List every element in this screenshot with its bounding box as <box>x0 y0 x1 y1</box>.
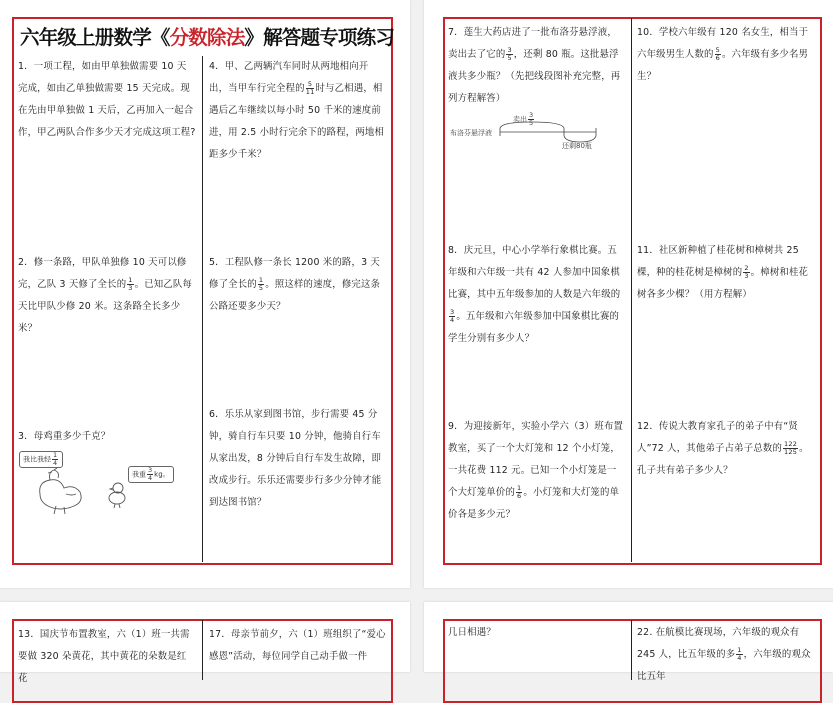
fraction: $\frac{5}{6}$ <box>715 46 720 62</box>
fraction: $\frac{122}{125}$ <box>784 440 798 456</box>
column-divider <box>202 56 203 562</box>
fraction: $\frac{1}{4}$ <box>737 646 742 662</box>
question-13 <box>18 624 196 690</box>
column-divider <box>202 620 203 680</box>
question-6 <box>209 404 387 514</box>
question-12-text-b: 。孔子共有弟子多少人？ <box>637 443 809 476</box>
question-9-text-b: 。小灯笼和大灯笼的单价各是多少元？ <box>448 487 620 520</box>
diagram-label-total: 布洛芬悬浮液 <box>450 129 492 137</box>
question-4-text-a: 4．甲、乙两辆汽车同时从两地相向开出，当甲车行完全程的 <box>209 61 369 94</box>
question-10-text-a: 10．学校六年级有 120 名女生，相当于六年级男生人数的 <box>637 27 809 60</box>
fraction: $\frac{3}{4}$ <box>450 308 455 324</box>
question-6-text: 6．乐乐从家到图书馆，步行需要 45 分钟，骑自行车只要 10 分钟，他骑自行车从家出发，8 分钟后自行车发生故障，即改成步行。乐乐还需要步行多少分钟才能到达图书馆？ <box>209 409 382 508</box>
question-22 <box>637 622 815 688</box>
page-top-right <box>424 0 833 588</box>
speech-bubble-hen: 我比我轻 $\frac{1}{4}$ <box>19 451 63 468</box>
question-13-text: 13．国庆节布置教室，六（1）班一共需要做 320 朵黄花，其中黄花的朵数是红花 <box>18 629 190 684</box>
question-4 <box>209 56 387 166</box>
question-2-text-b: 。已知乙队每天比甲队少修 20 米。这条路全长多少米？ <box>18 279 193 334</box>
question-5-text-a: 5．工程队修一条长 1200 米的路，3 天修了全长的 <box>209 257 381 290</box>
diagram-label-sold: 卖出 $\frac{3}{5}$ <box>513 111 534 127</box>
question-1 <box>18 56 196 144</box>
question-7-text-a: 7．莲生大药店进了一批布洛芬悬浮液，卖出去了它的 <box>448 27 617 60</box>
chick-illustration <box>104 478 130 510</box>
column-divider <box>631 620 632 680</box>
question-10 <box>637 22 815 88</box>
question-22-text-a: 22. 在航模比赛现场，六年级的观众有 245 人，比五年级的多 <box>637 627 800 660</box>
fraction: $\frac{3}{5}$ <box>507 46 512 62</box>
fraction: $\frac{1}{5}$ <box>258 276 264 292</box>
question-7 <box>448 22 626 110</box>
question-continued <box>448 622 626 644</box>
question-12 <box>637 416 815 482</box>
question-11-text-b: 。樟树和桂花树各多少棵？（用方程解） <box>637 267 809 300</box>
question-12-text-a: 12．传说大教育家孔子的弟子中有“贤人”72 人，其他弟子占弟子总数的 <box>637 421 799 454</box>
column-divider <box>631 18 632 562</box>
diagram-label-remaining: 还剩80瓶 <box>562 142 592 150</box>
page-bottom-right <box>424 602 833 682</box>
question-3-text: 3．母鸡重多少千克？ <box>18 431 111 442</box>
question-3 <box>18 426 196 448</box>
title-suffix: 》解答题专项练习 <box>244 26 395 49</box>
question-22-text-b: ，六年级的观众比五年 <box>637 649 811 682</box>
question-11-text-a: 11．社区新种植了桂花树和樟树共 25 棵，种的桂花树是樟树的 <box>637 245 799 278</box>
question-7-text-b: ，还剩 80 瓶。这批悬浮液共多少瓶？（先把线段图补充完整，再列方程解答） <box>448 49 621 104</box>
question-9 <box>448 416 626 526</box>
page-top-left <box>0 0 410 588</box>
speech-bubble-chick: 我重 $\frac{3}{4}$ kg。 <box>128 466 174 483</box>
fraction: $\frac{5}{11}$ <box>305 80 315 96</box>
hen-illustration <box>30 466 90 516</box>
question-8-text-b: 。五年级和六年级参加中国象棋比赛的学生分别有多少人？ <box>448 311 620 344</box>
segment-diagram <box>496 116 606 146</box>
question-5 <box>209 252 387 318</box>
page-bottom-left <box>0 602 410 684</box>
question-2-text-a: 2．修一条路，甲队单独修 10 天可以修完，乙队 3 天修了全长的 <box>18 257 187 290</box>
question-17-text: 17．母亲节前夕，六（1）班组织了“爱心感恩”活动，每位同学自己动手做一件 <box>209 629 386 662</box>
question-8 <box>448 240 626 350</box>
fraction: $\frac{2}{3}$ <box>744 264 749 280</box>
fraction: $\frac{1}{3}$ <box>128 276 133 292</box>
question-4-text-b: 时与乙相遇，相遇后乙车继续以每小时 50 千米的速度前进，用 2.5 小时行完余下的路程，两地相距多少千米？ <box>209 83 385 160</box>
question-continued-text: 几日相遇？ <box>448 627 496 638</box>
question-5-text-b: 。照这样的速度，修完这条公路还要多少天？ <box>209 279 381 312</box>
question-1-text: 1．一项工程，如由甲单独做需要 10 天完成，如由乙单独做需要 15 天完成。现在先由甲单独做 1 天后，乙再加入一起合作，甲乙两队合作多少天才完成这项工程? <box>18 61 196 138</box>
question-11 <box>637 240 815 306</box>
question-17 <box>209 624 387 668</box>
question-10-text-b: 。六年级有多少名男生？ <box>637 49 809 82</box>
question-9-text-a: 9．为迎接新年，实验小学六（3）班布置教室，买了一个大灯笼和 12 个小灯笼，一共花费 112 元。已知一个小灯笼是一个大灯笼单价的 <box>448 421 624 498</box>
title-prefix: 六年级上册数学《 <box>20 26 170 49</box>
question-8-text-a: 8．庆元旦，中心小学举行象棋比赛。五年级和六年级一共有 42 人参加中国象棋比赛，其中五年级参加的人数是六年级的 <box>448 245 621 300</box>
worksheet-title <box>20 22 395 52</box>
title-highlight: 分数除法 <box>169 26 245 49</box>
fraction: $\frac{1}{6}$ <box>517 484 522 500</box>
question-2 <box>18 252 196 340</box>
